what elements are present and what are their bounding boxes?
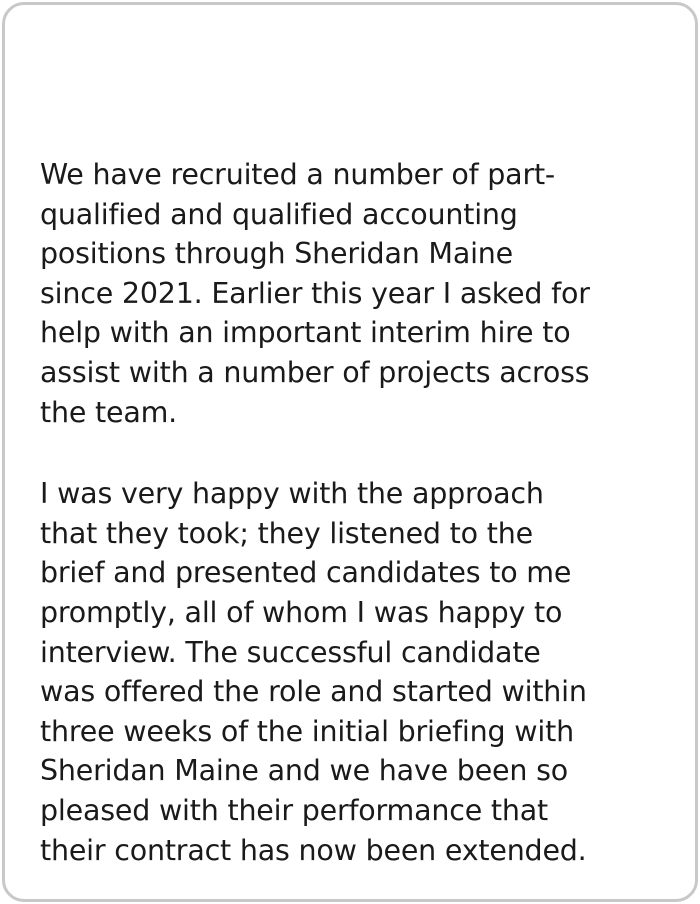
testimonial-paragraph-2 — [40, 474, 680, 870]
text-line: I was very happy with the approach — [40, 477, 544, 511]
text-line: three weeks of the initial briefing with — [40, 714, 574, 748]
text-line: assist with a number of projects across — [40, 355, 590, 389]
text-line: since 2021. Earlier this year I asked for — [40, 276, 590, 310]
text-line: qualified and qualified accounting — [40, 197, 518, 231]
text-line: interview. The successful candidate — [40, 635, 541, 669]
text-line: was offered the role and started within — [40, 675, 587, 709]
text-line: promptly, all of whom I was happy to — [40, 595, 563, 629]
paragraph-spacer — [40, 432, 680, 474]
text-line: pleased with their performance that — [40, 793, 548, 827]
text-line: that they took; they listened to the — [40, 516, 533, 550]
text-line: positions through Sheridan Maine — [40, 237, 514, 271]
text-line: help with an important interim hire to — [40, 316, 571, 350]
text-line: brief and presented candidates to me — [40, 556, 572, 590]
testimonial-paragraph-1 — [40, 155, 680, 432]
text-line: Sheridan Maine and we have been so — [40, 754, 568, 788]
text-line: the team. — [40, 395, 178, 429]
text-line: their contract has now been extended. — [40, 833, 587, 867]
testimonial-text — [40, 155, 680, 870]
text-line: We have recruited a number of part- — [40, 158, 556, 191]
